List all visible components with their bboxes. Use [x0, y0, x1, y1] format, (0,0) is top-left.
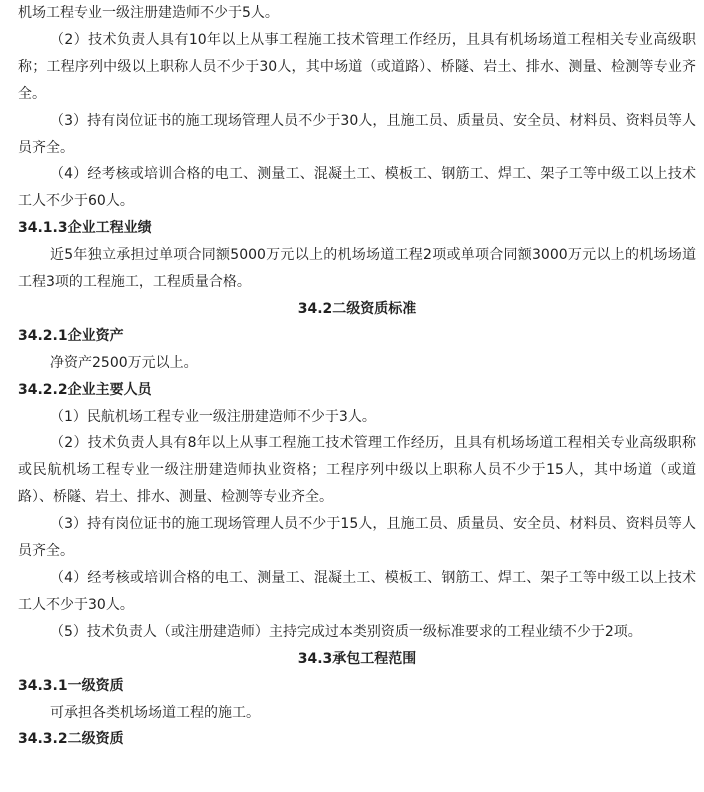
paragraph: 近5年独立承担过单项合同额5000万元以上的机场场道工程2项或单项合同额3000万元以上的机场场道工程3项的工程施工，工程质量合格。 — [18, 247, 696, 291]
paragraph: （2）技术负责人具有8年以上从事工程施工技术管理工作经历，且具有机场场道工程相关专业高级职称或民航机场工程专业一级注册建造师执业资格；工程序列中级以上职称人员不少于15人，其中场道（或道路）、桥隧、岩土、排水、测量、检测等专业齐全。 — [18, 435, 696, 506]
section-heading: 34.1.3企业工程业绩 — [18, 220, 152, 237]
section-heading: 34.3.1一级资质 — [18, 677, 124, 694]
paragraph: （3）持有岗位证书的施工现场管理人员不少于15人，且施工员、质量员、安全员、材料员、资料员等人员齐全。 — [18, 516, 696, 560]
paragraph: （4）经考核或培训合格的电工、测量工、混凝土工、模板工、钢筋工、焊工、架子工等中级工以上技术工人不少于60人。 — [18, 166, 696, 210]
section-heading: 34.3.2二级资质 — [18, 731, 124, 748]
paragraph: （4）经考核或培训合格的电工、测量工、混凝土工、模板工、钢筋工、焊工、架子工等中级工以上技术工人不少于30人。 — [18, 570, 696, 613]
paragraph: （1）民航机场工程专业一级注册建造师不少于3人。 — [50, 408, 376, 425]
paragraph: （3）持有岗位证书的施工现场管理人员不少于30人，且施工员、质量员、安全员、材料员、资料员等人员齐全。 — [18, 112, 696, 156]
section-heading: 34.2.1企业资产 — [18, 327, 124, 344]
paragraph: 净资产2500万元以上。 — [50, 354, 198, 371]
section-title: 34.3承包工程范围 — [297, 650, 417, 667]
paragraph: （2）技术负责人具有10年以上从事工程施工技术管理工作经历，且具有机场场道工程相关专业高级职称；工程序列中级以上职称人员不少于30人，其中场道（或道路）、桥隧、岩土、排水、测量、检测等专业齐全。 — [18, 31, 696, 102]
paragraph: （5）技术负责人（或注册建造师）主持完成过本类别资质一级标准要求的工程业绩不少于2项。 — [50, 623, 642, 640]
section-title: 34.2二级资质标准 — [297, 300, 417, 317]
section-heading: 34.2.2企业主要人员 — [18, 381, 152, 398]
paragraph: 可承担各类机场场道工程的施工。 — [50, 704, 260, 721]
text-line: 机场工程专业一级注册建造师不少于5人。 — [18, 5, 279, 21]
